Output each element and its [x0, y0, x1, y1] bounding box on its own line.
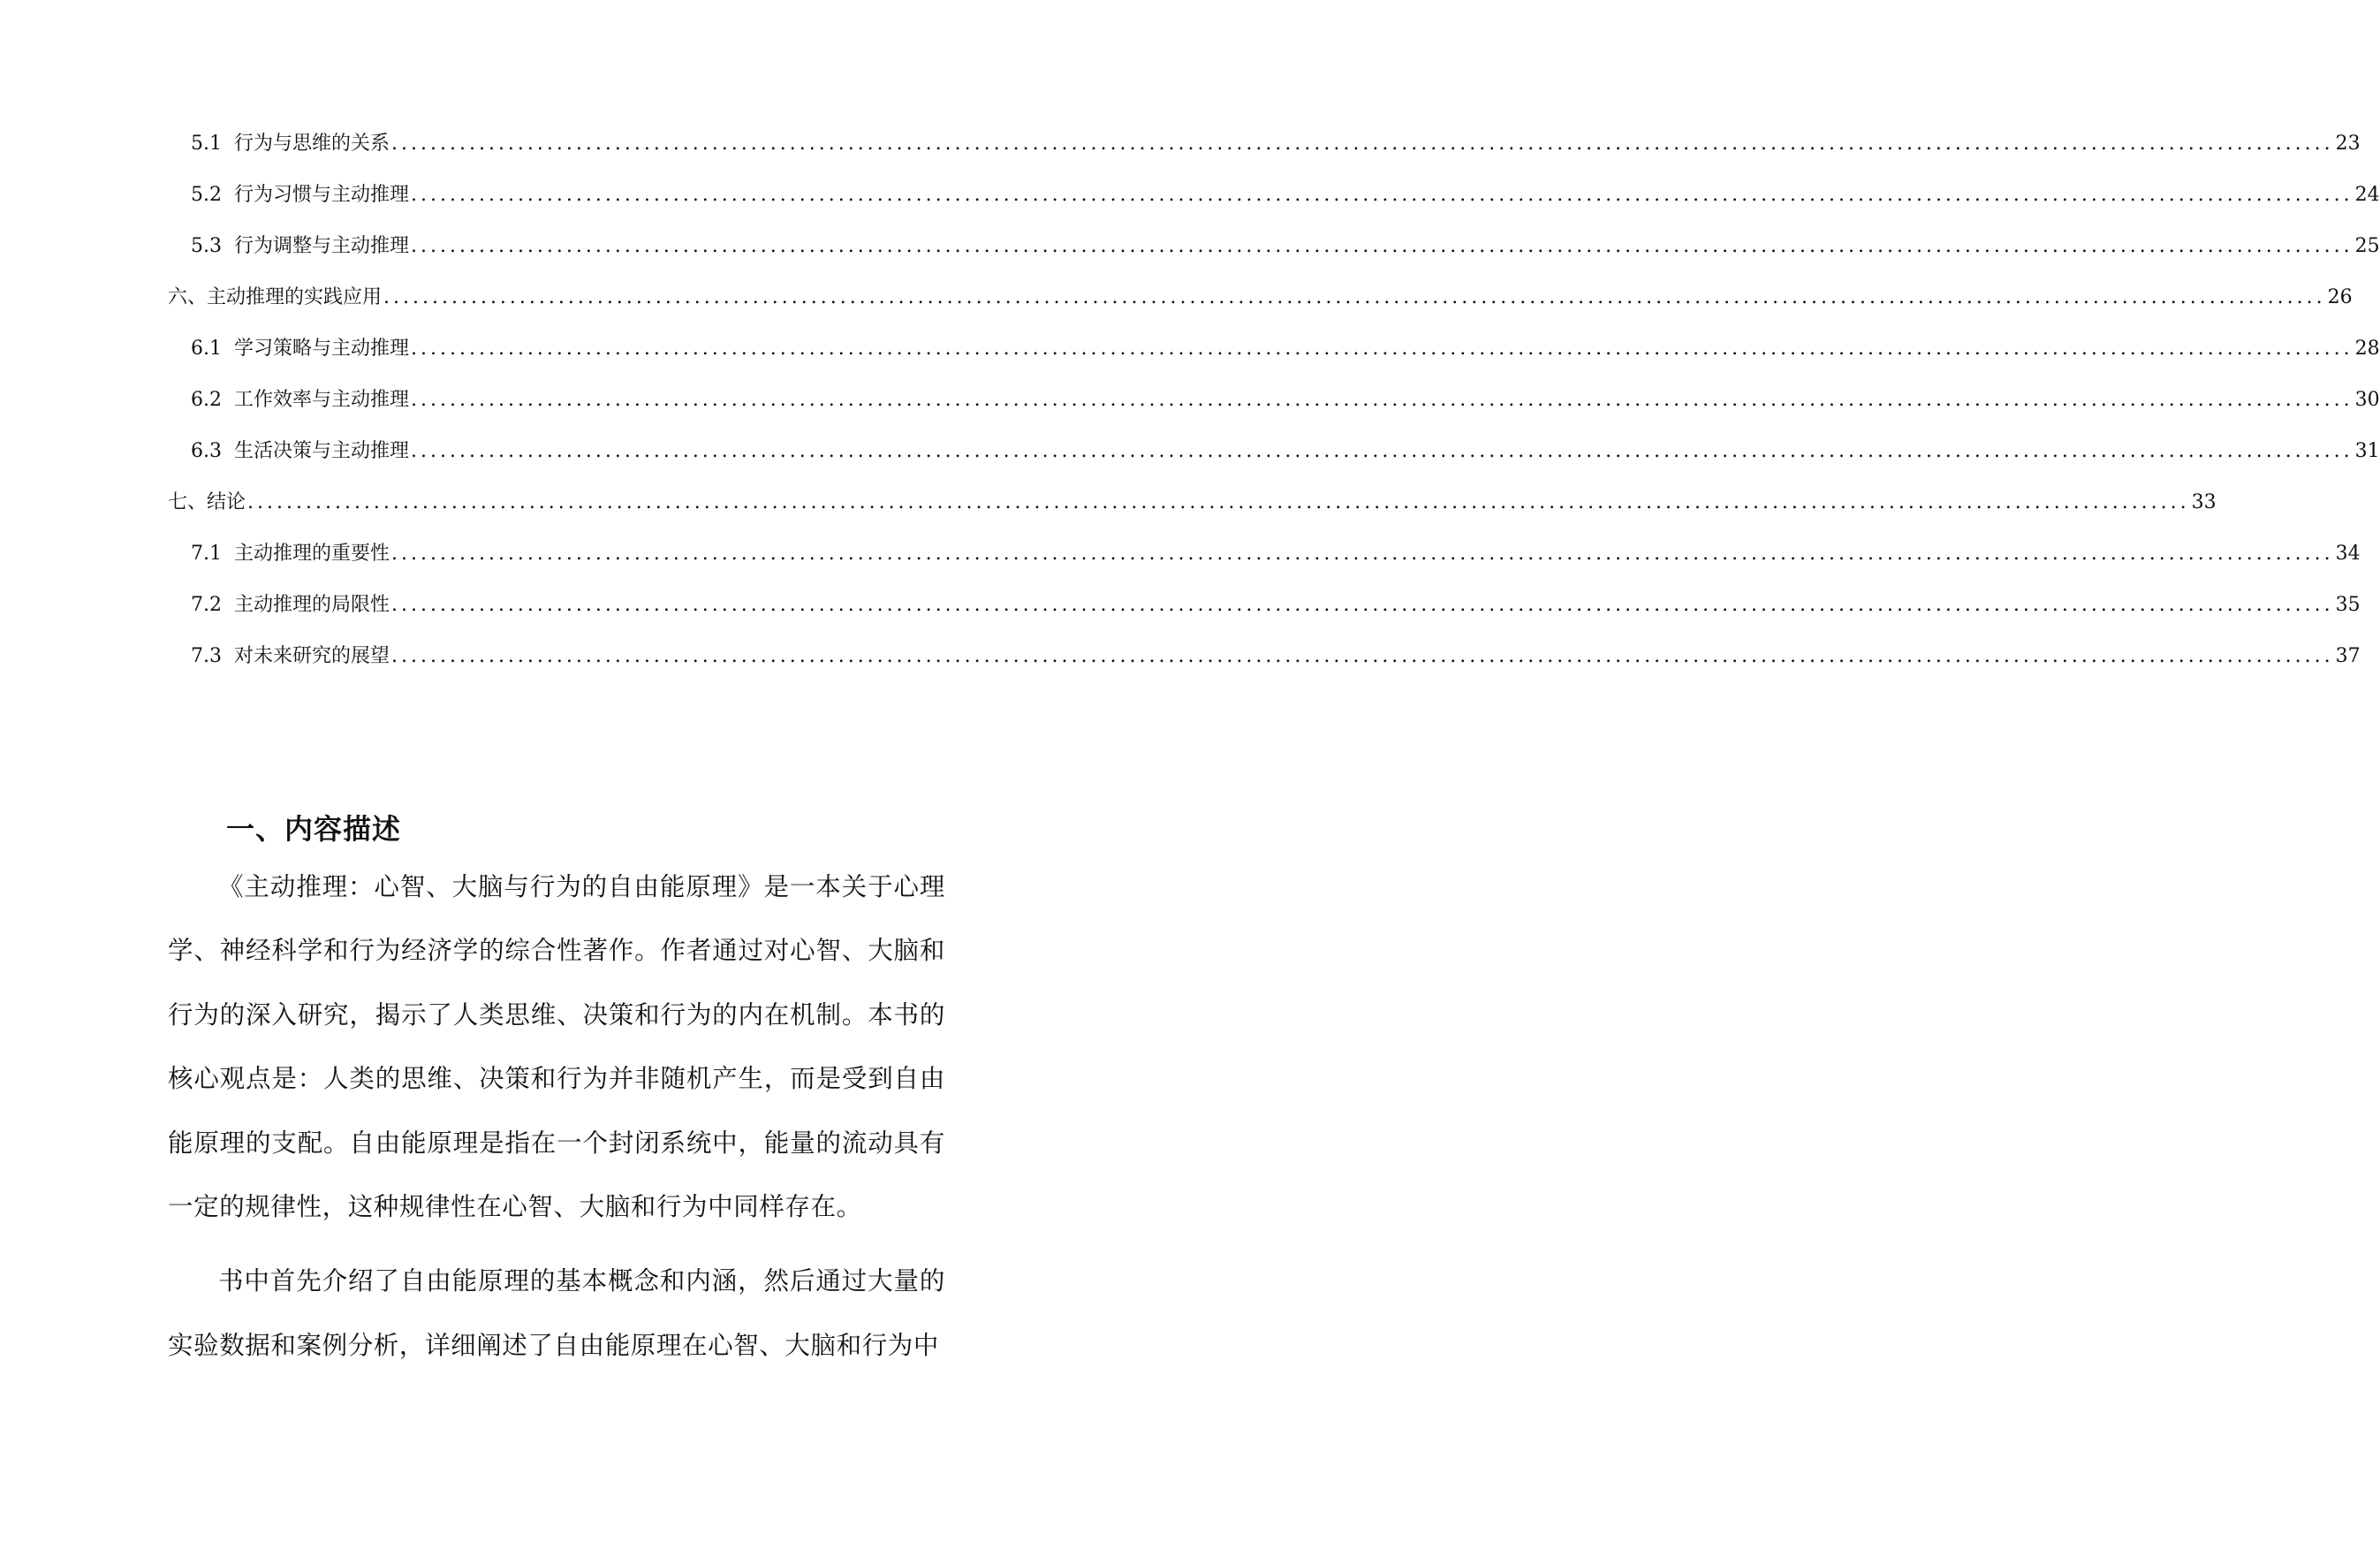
toc-dot-leader: ........................................................................................................................................................................................................	[391, 594, 2334, 616]
toc-entry-number: 6.3	[191, 440, 222, 462]
toc-entry-page: 25	[2354, 235, 2380, 257]
toc-dot-leader: ........................................................................................................................................................................................................	[411, 338, 2353, 360]
toc-entry[interactable]	[191, 129, 2361, 159]
body-paragraph: 《主动推理：心智、大脑与行为的自由能原理》是一本关于心理学、神经科学和行为经济学的综合性著作。作者通过对心智、大脑和行为的深入研究，揭示了人类思维、决策和行为的内在机制。本书的核心观点是：人类的思维、决策和行为并非随机产生，而是受到自由能原理的支配。自由能原理是指在一个封闭系统中，能量的流动具有一定的规律性，这种规律性在心智、大脑和行为中同样存在。	[168, 872, 945, 1222]
toc-entry-page: 24	[2354, 184, 2380, 206]
toc-dot-leader: ........................................................................................................................................................................................................	[391, 645, 2334, 667]
toc-entry-page: 28	[2354, 338, 2380, 360]
toc-entry[interactable]	[191, 539, 2361, 569]
toc-dot-leader: ........................................................................................................................................................................................................	[411, 440, 2353, 462]
body-paragraph: 书中首先介绍了自由能原理的基本概念和内涵，然后通过大量的实验数据和案例分析，详细阐述了自由能原理在心智、大脑和行为中	[168, 1266, 945, 1360]
section-heading: 一、内容描述	[226, 812, 402, 847]
toc-entry[interactable]	[191, 642, 2361, 672]
toc-entry-title: 行为与思维的关系	[234, 133, 390, 155]
toc-entry-title: 对未来研究的展望	[234, 645, 390, 667]
toc-dot-leader: ........................................................................................................................................................................................................	[247, 491, 2190, 513]
toc-entry-number: 5.3	[191, 235, 222, 257]
toc-entry-title: 主动推理的重要性	[234, 543, 390, 565]
toc-entry-title: 七、结论	[168, 491, 246, 513]
toc-entry-title: 行为调整与主动推理	[234, 235, 410, 257]
toc-entry-page: 26	[2327, 286, 2353, 308]
toc-entry-page: 33	[2191, 491, 2217, 513]
toc-entry[interactable]	[191, 180, 2380, 210]
toc-entry-title: 生活决策与主动推理	[234, 440, 410, 462]
toc-entry[interactable]	[191, 232, 2380, 262]
toc-dot-leader: ........................................................................................................................................................................................................	[411, 184, 2353, 206]
toc-entry-number: 7.2	[191, 594, 222, 616]
toc-entry-page: 23	[2335, 133, 2361, 155]
toc-entry-number: 6.2	[191, 389, 222, 411]
toc-dot-leader: ........................................................................................................................................................................................................	[391, 543, 2334, 565]
toc-entry-number: 6.1	[191, 338, 222, 360]
toc-entry-title: 主动推理的局限性	[234, 594, 390, 616]
toc-dot-leader: ........................................................................................................................................................................................................	[411, 235, 2353, 257]
toc-entry[interactable]	[191, 334, 2380, 364]
toc-entry-page: 37	[2335, 645, 2361, 667]
toc-dot-leader: ........................................................................................................................................................................................................	[411, 389, 2353, 411]
toc-entry[interactable]	[191, 590, 2361, 620]
toc-entry-number: 5.1	[191, 133, 222, 155]
toc-entry-page: 30	[2354, 389, 2380, 411]
toc-entry[interactable]	[191, 385, 2380, 415]
toc-entry-number: 5.2	[191, 184, 222, 206]
toc-entry-title: 学习策略与主动推理	[234, 338, 410, 360]
section-body	[168, 855, 945, 1388]
toc-entry-title: 工作效率与主动推理	[234, 389, 410, 411]
toc-entry-number: 7.1	[191, 543, 222, 565]
toc-entry-page: 35	[2335, 594, 2361, 616]
toc-entry-title: 行为习惯与主动推理	[234, 184, 410, 206]
toc-dot-leader: ........................................................................................................................................................................................................	[391, 133, 2334, 155]
toc-dot-leader: ........................................................................................................................................................................................................	[383, 286, 2326, 308]
toc-entry[interactable]	[191, 437, 2380, 467]
toc-entry-page: 31	[2354, 440, 2380, 462]
toc-entry[interactable]	[168, 283, 2353, 313]
toc-entry-number: 7.3	[191, 645, 222, 667]
toc-entry-title: 六、主动推理的实践应用	[168, 286, 383, 308]
toc-entry-page: 34	[2335, 543, 2361, 565]
toc-entry[interactable]	[168, 488, 2217, 518]
